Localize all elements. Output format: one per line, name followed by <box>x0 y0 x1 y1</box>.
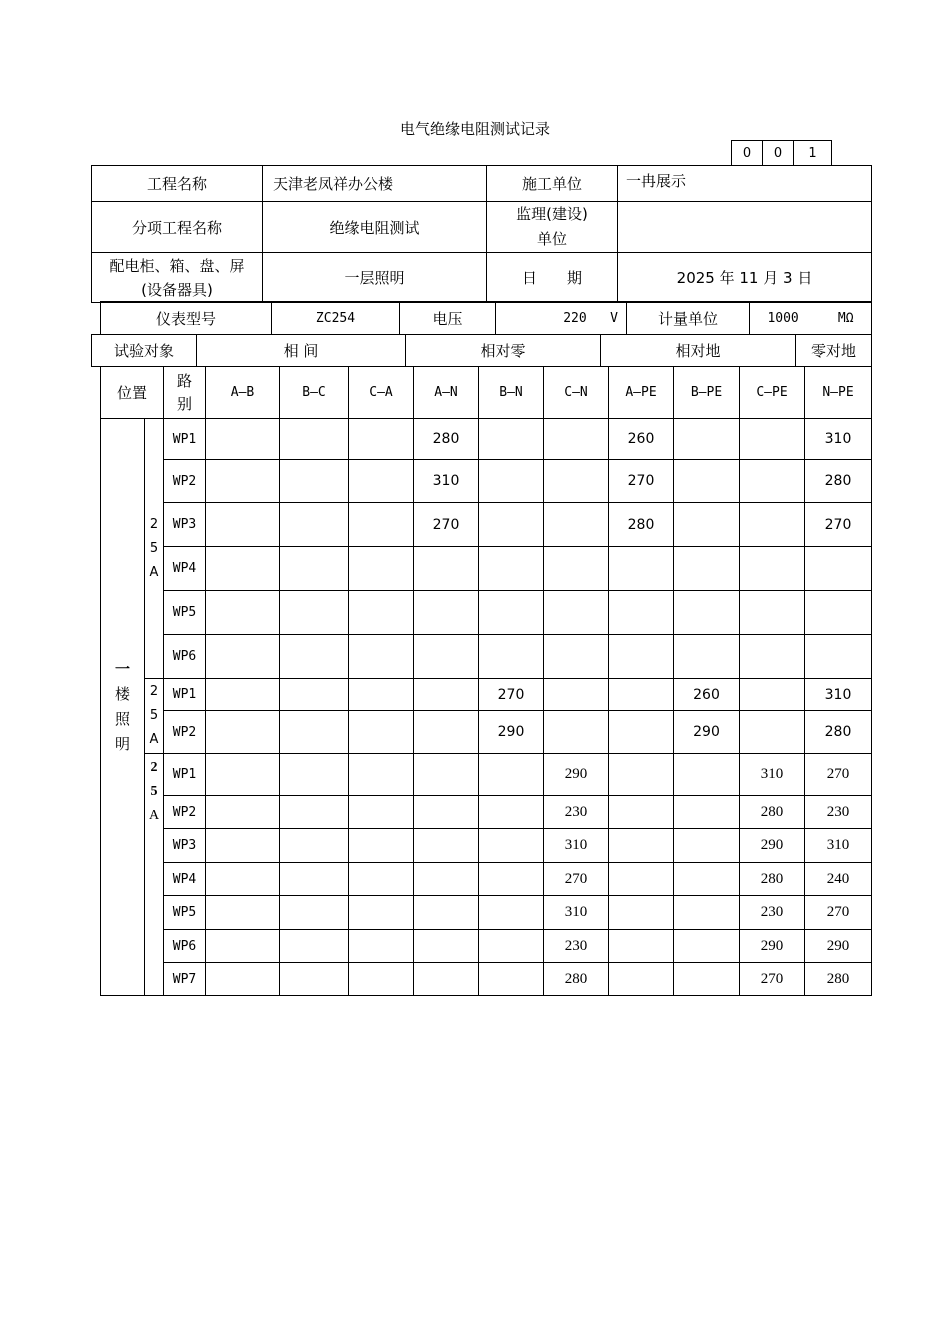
resistance-cell <box>349 711 414 754</box>
resistance-cell <box>609 591 674 635</box>
resistance-cell: 230 <box>805 796 872 829</box>
column-header-row <box>101 367 872 419</box>
test-object-label: 试验对象 <box>92 335 197 367</box>
resistance-cell: 270 <box>414 503 479 547</box>
cabinet-label-line1: 配电柜、箱、盘、屏 <box>109 256 245 275</box>
resistance-cell <box>544 711 609 754</box>
resistance-cell <box>609 930 674 963</box>
resistance-cell: 260 <box>609 419 674 460</box>
resistance-cell <box>206 863 280 896</box>
resistance-cell <box>280 460 349 503</box>
resistance-cell <box>349 796 414 829</box>
pair-header: C—PE <box>740 367 805 419</box>
resistance-cell: 270 <box>609 460 674 503</box>
cabinet-value: 一层照明 <box>263 253 487 303</box>
resistance-cell <box>674 754 740 796</box>
resistance-cell <box>674 963 740 996</box>
resistance-cell <box>280 863 349 896</box>
document-title: 电气绝缘电阻测试记录 <box>399 120 550 138</box>
resistance-cell <box>479 930 544 963</box>
resistance-cell <box>280 896 349 930</box>
resistance-cell: 290 <box>740 829 805 863</box>
location-char: 楼 <box>114 685 130 703</box>
pair-header: C—N <box>544 367 609 419</box>
resistance-cell: 310 <box>805 679 872 711</box>
location-char: 照 <box>114 710 130 728</box>
resistance-cell <box>479 591 544 635</box>
resistance-cell <box>206 930 280 963</box>
resistance-cell <box>280 547 349 591</box>
resistance-cell: 280 <box>740 863 805 896</box>
measurement-table <box>100 366 872 996</box>
pair-header: C—A <box>349 367 414 419</box>
resistance-cell <box>349 635 414 679</box>
circuit-label: WP2 <box>164 460 206 503</box>
location-char: 明 <box>114 735 130 753</box>
resistance-cell <box>414 754 479 796</box>
resistance-cell <box>206 796 280 829</box>
resistance-cell: 270 <box>805 503 872 547</box>
resistance-cell <box>349 863 414 896</box>
table-row <box>101 754 872 796</box>
circuit-label: WP7 <box>164 963 206 996</box>
table-row <box>101 930 872 963</box>
resistance-cell <box>280 754 349 796</box>
circuit-header <box>164 367 206 419</box>
resistance-cell <box>609 896 674 930</box>
resistance-cell <box>206 754 280 796</box>
circuit-label: WP1 <box>164 679 206 711</box>
pair-header: B—C <box>280 367 349 419</box>
resistance-cell <box>479 635 544 679</box>
resistance-cell <box>674 419 740 460</box>
resistance-cell <box>544 591 609 635</box>
date-label: 日 期 <box>487 253 618 303</box>
resistance-cell: 240 <box>805 863 872 896</box>
table-row <box>101 863 872 896</box>
resistance-cell: 310 <box>544 829 609 863</box>
resistance-cell <box>740 591 805 635</box>
contractor-label: 施工单位 <box>487 166 618 202</box>
resistance-cell <box>740 679 805 711</box>
resistance-cell <box>609 547 674 591</box>
rating-char: A <box>149 564 159 580</box>
resistance-cell: 310 <box>805 829 872 863</box>
measure-unit-symbol: MΩ <box>837 310 854 326</box>
resistance-cell <box>414 591 479 635</box>
position-header: 位置 <box>101 367 164 419</box>
resistance-cell <box>414 635 479 679</box>
phase-to-ground-label: 相对地 <box>601 335 796 367</box>
resistance-cell <box>740 419 805 460</box>
resistance-cell: 280 <box>609 503 674 547</box>
resistance-cell <box>479 503 544 547</box>
resistance-cell: 270 <box>544 863 609 896</box>
rating-char: 2 <box>149 516 159 532</box>
resistance-cell <box>544 547 609 591</box>
rating-char: 2 <box>149 684 159 699</box>
circuit-label: WP5 <box>164 591 206 635</box>
resistance-cell <box>805 591 872 635</box>
resistance-cell <box>206 829 280 863</box>
table-row <box>101 591 872 635</box>
resistance-cell <box>206 963 280 996</box>
resistance-cell <box>674 896 740 930</box>
resistance-cell <box>414 963 479 996</box>
circuit-label: WP1 <box>164 754 206 796</box>
neutral-to-ground-label: 零对地 <box>796 335 872 367</box>
resistance-cell <box>349 419 414 460</box>
resistance-cell <box>609 796 674 829</box>
circuit-label: WP4 <box>164 547 206 591</box>
resistance-cell <box>414 711 479 754</box>
resistance-cell <box>805 547 872 591</box>
date-value: 2025 年 11 月 3 日 <box>618 253 872 303</box>
resistance-cell <box>805 635 872 679</box>
resistance-cell <box>479 863 544 896</box>
circuit-label: WP1 <box>164 419 206 460</box>
resistance-cell <box>544 419 609 460</box>
resistance-cell: 280 <box>544 963 609 996</box>
resistance-cell <box>479 829 544 863</box>
doc-no-digit: 0 <box>763 141 794 166</box>
cabinet-label <box>92 253 263 303</box>
pair-header: A—B <box>206 367 280 419</box>
resistance-cell <box>544 635 609 679</box>
resistance-cell <box>280 963 349 996</box>
resistance-cell: 280 <box>414 419 479 460</box>
doc-no-digit: 0 <box>732 141 763 166</box>
resistance-cell <box>349 930 414 963</box>
resistance-cell <box>609 963 674 996</box>
resistance-cell <box>414 796 479 829</box>
resistance-cell <box>349 503 414 547</box>
circuit-label: WP4 <box>164 863 206 896</box>
resistance-cell: 310 <box>740 754 805 796</box>
supervisor-value <box>618 202 872 253</box>
circuit-label: WP6 <box>164 635 206 679</box>
resistance-cell: 270 <box>479 679 544 711</box>
circuit-label: WP6 <box>164 930 206 963</box>
resistance-cell <box>349 963 414 996</box>
pair-header: A—PE <box>609 367 674 419</box>
pair-header: N—PE <box>805 367 872 419</box>
circuit-label: WP3 <box>164 829 206 863</box>
resistance-cell: 290 <box>544 754 609 796</box>
resistance-cell <box>349 754 414 796</box>
circuit-header-line2: 别 <box>177 394 193 413</box>
rating-char: 5 <box>149 708 159 723</box>
resistance-cell <box>609 754 674 796</box>
table-row <box>101 796 872 829</box>
resistance-cell <box>674 460 740 503</box>
resistance-cell: 270 <box>805 754 872 796</box>
phase-to-neutral-label: 相对零 <box>406 335 601 367</box>
resistance-cell <box>414 863 479 896</box>
resistance-cell: 290 <box>479 711 544 754</box>
location-cell <box>101 419 145 996</box>
circuit-label: WP2 <box>164 796 206 829</box>
resistance-cell: 280 <box>805 711 872 754</box>
resistance-cell <box>414 930 479 963</box>
table-row <box>101 419 872 460</box>
resistance-cell <box>349 591 414 635</box>
meter-table <box>100 301 872 335</box>
doc-no-digit: 1 <box>794 141 832 166</box>
table-row <box>101 896 872 930</box>
voltage-unit: V <box>610 310 618 326</box>
resistance-cell <box>609 863 674 896</box>
resistance-cell <box>280 591 349 635</box>
test-object-table <box>91 334 872 367</box>
resistance-cell <box>740 503 805 547</box>
resistance-cell <box>206 896 280 930</box>
rating-char: A <box>148 808 160 823</box>
voltage-value: 220 <box>563 310 587 326</box>
resistance-cell: 230 <box>740 896 805 930</box>
supervisor-label-line2: 单位 <box>536 230 567 248</box>
supervisor-label-line1: 监理(建设) <box>516 205 588 223</box>
resistance-cell <box>206 503 280 547</box>
circuit-header-line1: 路 <box>177 371 193 390</box>
resistance-cell <box>674 547 740 591</box>
resistance-cell <box>740 635 805 679</box>
resistance-cell <box>414 829 479 863</box>
resistance-cell: 280 <box>805 460 872 503</box>
voltage-field <box>496 302 627 335</box>
resistance-cell <box>206 591 280 635</box>
resistance-cell <box>740 547 805 591</box>
supervisor-label <box>487 202 618 253</box>
resistance-cell <box>479 796 544 829</box>
rating-cell <box>145 754 164 996</box>
resistance-cell: 260 <box>674 679 740 711</box>
pair-header: B—PE <box>674 367 740 419</box>
resistance-cell <box>414 679 479 711</box>
resistance-cell: 310 <box>414 460 479 503</box>
resistance-cell <box>280 829 349 863</box>
resistance-cell <box>206 635 280 679</box>
resistance-cell <box>544 460 609 503</box>
resistance-cell <box>206 679 280 711</box>
rating-char: 5 <box>149 540 159 556</box>
contractor-value: 一冉展示 <box>618 166 872 202</box>
table-row <box>101 635 872 679</box>
cabinet-label-line2: (设备器具) <box>141 280 213 299</box>
rating-char: A <box>149 732 159 747</box>
table-row <box>101 711 872 754</box>
meter-model-label: 仪表型号 <box>101 302 272 335</box>
resistance-cell <box>414 547 479 591</box>
resistance-cell <box>479 754 544 796</box>
resistance-cell <box>479 963 544 996</box>
rating-cell <box>145 679 164 754</box>
location-char: 一 <box>114 660 130 678</box>
resistance-cell <box>674 635 740 679</box>
resistance-cell: 270 <box>805 896 872 930</box>
resistance-cell <box>206 419 280 460</box>
resistance-cell <box>740 460 805 503</box>
resistance-cell: 280 <box>805 963 872 996</box>
circuit-label: WP2 <box>164 711 206 754</box>
resistance-cell <box>609 635 674 679</box>
resistance-cell <box>280 419 349 460</box>
subproject-label: 分项工程名称 <box>92 202 263 253</box>
resistance-cell: 310 <box>805 419 872 460</box>
header-table <box>91 165 872 303</box>
resistance-cell <box>414 896 479 930</box>
rating-cell <box>145 419 164 679</box>
resistance-cell <box>280 635 349 679</box>
circuit-label: WP5 <box>164 896 206 930</box>
pair-header: A—N <box>414 367 479 419</box>
table-row <box>101 460 872 503</box>
resistance-cell <box>544 679 609 711</box>
meter-model-value: ZC254 <box>272 302 400 335</box>
pair-header: B—N <box>479 367 544 419</box>
resistance-cell <box>674 503 740 547</box>
resistance-cell <box>280 679 349 711</box>
resistance-cell: 230 <box>544 796 609 829</box>
resistance-cell <box>349 547 414 591</box>
resistance-cell <box>206 460 280 503</box>
resistance-cell <box>280 796 349 829</box>
resistance-cell: 270 <box>740 963 805 996</box>
voltage-label: 电压 <box>400 302 496 335</box>
resistance-cell: 230 <box>544 930 609 963</box>
resistance-cell <box>674 863 740 896</box>
resistance-cell <box>544 503 609 547</box>
resistance-cell: 290 <box>740 930 805 963</box>
rating-char: 2 <box>150 760 158 775</box>
resistance-cell: 290 <box>805 930 872 963</box>
table-row <box>101 547 872 591</box>
resistance-cell <box>206 711 280 754</box>
resistance-cell <box>479 419 544 460</box>
resistance-cell <box>349 829 414 863</box>
resistance-cell <box>349 679 414 711</box>
resistance-cell <box>479 547 544 591</box>
resistance-cell <box>206 547 280 591</box>
table-row <box>101 829 872 863</box>
resistance-cell <box>280 930 349 963</box>
resistance-cell <box>674 829 740 863</box>
phase-to-phase-label: 相 间 <box>197 335 406 367</box>
resistance-cell <box>674 591 740 635</box>
resistance-cell: 290 <box>674 711 740 754</box>
measure-unit-field <box>750 302 872 335</box>
resistance-cell <box>280 503 349 547</box>
resistance-cell <box>674 930 740 963</box>
resistance-cell <box>674 796 740 829</box>
resistance-cell: 310 <box>544 896 609 930</box>
circuit-label: WP3 <box>164 503 206 547</box>
measure-unit-value: 1000 <box>767 310 799 326</box>
resistance-cell <box>280 711 349 754</box>
subproject-value: 绝缘电阻测试 <box>263 202 487 253</box>
project-value: 天津老凤祥办公楼 <box>263 166 487 202</box>
resistance-cell <box>479 460 544 503</box>
resistance-cell <box>609 679 674 711</box>
table-row <box>101 963 872 996</box>
resistance-cell <box>479 896 544 930</box>
rating-char: 5 <box>150 784 158 799</box>
resistance-cell <box>740 711 805 754</box>
table-row <box>101 679 872 711</box>
resistance-cell <box>349 896 414 930</box>
project-label: 工程名称 <box>92 166 263 202</box>
resistance-cell: 280 <box>740 796 805 829</box>
resistance-cell <box>349 460 414 503</box>
resistance-cell <box>609 829 674 863</box>
resistance-cell <box>609 711 674 754</box>
measure-unit-label: 计量单位 <box>627 302 750 335</box>
document-number <box>731 140 832 166</box>
table-row <box>101 503 872 547</box>
